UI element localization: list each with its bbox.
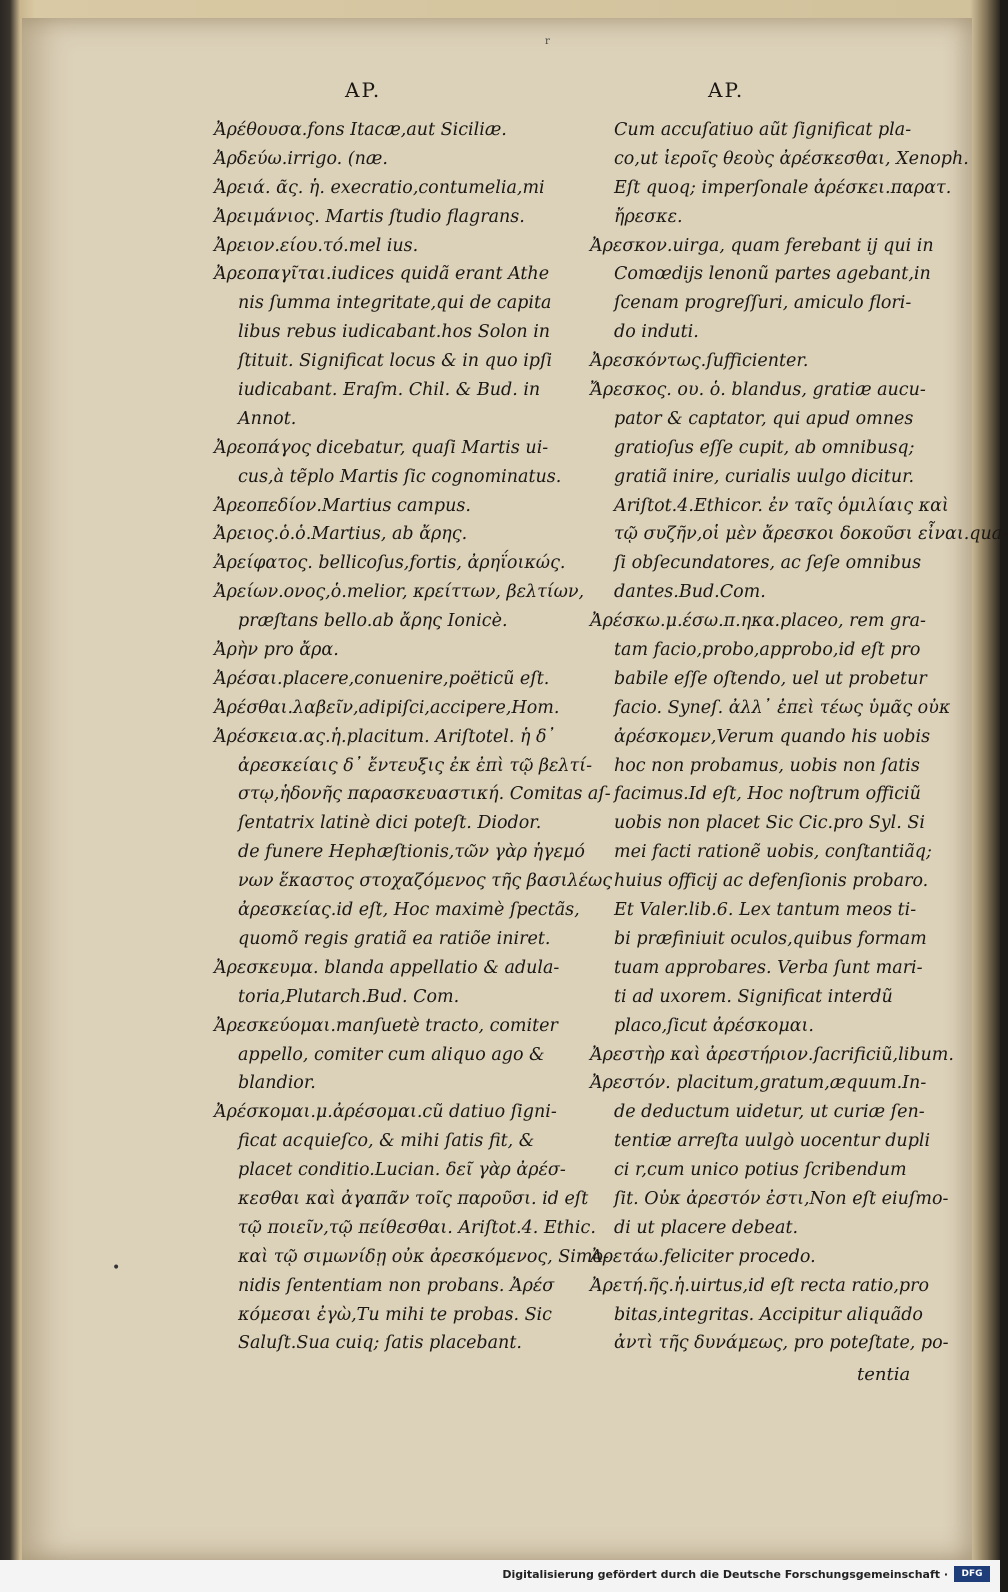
text-line: Ἀρειμάνιος. Martis ſtudio flagrans. [214,206,525,227]
text-line: gratiã inire, curialis uulgo dicitur. [614,466,915,487]
text-line: Ἀρεοπαγῖται.iudices quidã erant Athe [214,264,550,285]
text-line: ſcenam progreſſuri, amiculo flori- [614,293,912,314]
text-line: ſi obſecundatores, ac ſeſe omnibus [614,553,922,574]
text-line: appello, comiter cum aliquo ago & [238,1044,545,1065]
text-line: Ἀρείφατος. bellicoſus,fortis, ἀρηΐοικώς. [214,553,566,574]
text-line: στῳ,ἡδονῆς παρασκευαστική. Comitas aſ- [238,784,611,805]
text-line: cus,à tẽplo Martis ſic cognominatus. [238,466,562,487]
text-line: Ἀρέσκω.μ.έσω.π.ηκα.placeo, rem gra- [590,611,926,632]
text-line: Ἀρετάω.feliciter procedo. [590,1246,816,1267]
text-line: gratioſus eſſe cupit, ab omnibusq; [614,437,915,458]
text-line: καὶ τῷ σιμωνίδῃ οὐκ ἀρεσκόμενος, Simo- [238,1246,609,1267]
digitization-footer [0,1560,1000,1592]
margin-mark: • [112,1260,121,1276]
text-line: facimus.Id eſt, Hoc noſtrum officiũ [614,784,921,805]
text-line: placet conditio.Lucian. δεῖ γὰρ ἀρέσ- [238,1160,566,1181]
text-line: tentiæ arreſta uulgò uocentur dupli [614,1131,931,1152]
text-line: ſit. Οὐκ ἀρεστόν ἐστι,Non eſt eiuſmo- [614,1188,949,1209]
text-line: τῷ συζῆν,οἱ μὲν ἄρεσκοι δοκοῦσι εἶναι.qua- [614,524,1008,545]
text-line: Ἀρεσκον.uirga, quam ferebant ij qui in [590,235,934,256]
text-line: Ἀρεσκεύομαι.manſuetè tracto, comiter [214,1015,558,1036]
text-line: Ἀρειά. ᾶς. ἡ. execratio,contumelia,mi [214,177,545,198]
left-running-head: AP. [345,78,382,102]
text-line: præſtans bello.ab ἄρης Ionicè. [238,611,508,632]
text-line: ἀρεσκείας.id eſt, Hoc maximè ſpectãs, [238,900,580,921]
text-line: hoc non probamus, uobis non ſatis [614,755,920,776]
text-line: Ἀρεστὴρ καὶ ἀρεστήριον.ſacrificiũ,libum. [590,1044,954,1065]
text-line: nis ſumma integritate,qui de capita [238,293,552,314]
text-line: Ἀρετή.ῆς.ἡ.uirtus,id eſt recta ratio,pro [590,1275,929,1296]
text-line: babile eſſe oſtendo, uel ut probetur [614,668,927,689]
text-line: ſtituit. Significat locus & in quo ipſi [238,351,553,372]
text-line: Ἀρεσκευμα. blanda appellatio & adula- [214,957,560,978]
text-line: ἀντὶ τῆς δυνάμεως, pro poteſtate, po- [614,1333,949,1354]
text-line: Eſt quoq; imperſonale ἀρέσκει.παρατ. [614,177,952,198]
left-column [214,116,613,1358]
text-line: co,ut ἱεροῖς θεοὺς ἀρέσκεσθαι, Xenoph. [614,148,969,169]
text-line: τῷ ποιεῖν,τῷ πείθεσθαι. Ariſtot.4. Ethic. [238,1217,596,1238]
text-line: Ἀρεοπεδίον.Martius campus. [214,495,471,516]
text-line: Annot. [238,408,297,429]
text-line: ἀρέσκομεν,Verum quando his uobis [614,726,931,747]
text-line: libus rebus iudicabant.hos Solon in [238,322,551,343]
text-line: quomõ regis gratiã ea ratiõe iniret. [238,928,551,949]
right-column [590,116,1008,1358]
text-line: Cum accuſatiuo aũt ſignificat pla- [614,120,912,140]
text-line: ἤρεσκε. [614,206,683,227]
text-line: do induti. [614,322,699,343]
text-line: Ἀρειος.ὁ.ὁ.Martius, ab ἄρης. [214,524,468,545]
text-line: Saluſt.Sua cuiq; ſatis placebant. [238,1333,522,1354]
text-line: di ut placere debeat. [614,1217,799,1238]
text-line: Ἀρέσκομαι.μ.ἀρέσομαι.cũ datiuo ſigni- [214,1102,557,1123]
text-line: νων ἕκαστος στοχαζόμενος τῆς βασιλέως [238,871,613,892]
footer-text: Digitalisierung gefördert durch die Deutsche Forschungsgemeinschaft · [502,1568,948,1581]
dfg-logo: DFG [954,1566,990,1582]
text-line: Ἀρέσθαι.λαβεῖν,adipiſci,accipere,Hom. [214,697,560,718]
text-line: nidis ſententiam non probans. Ἀρέσ [238,1275,555,1296]
text-line: Et Valer.lib.6. Lex tantum meos ti- [614,900,917,921]
text-line: mei facti rationẽ uobis, conſtantiãq; [614,842,932,863]
text-line: huius officij ac defenſionis probaro. [614,871,929,892]
text-line: ti ad uxorem. Significat interdũ [614,986,893,1007]
text-line: κόμεσαι ἐγὼ,Tu mihi te probas. Sic [238,1304,552,1325]
text-line: de deductum uidetur, ut curiæ ſen- [614,1102,925,1123]
text-line: facio. Syneſ. ἀλλ᾽ ἐπεὶ τέως ὑμᾶς οὐκ [614,697,951,718]
text-line: ci r,cum unico potius ſcribendum [614,1160,907,1181]
text-line: pator & captator, qui apud omnes [614,408,914,429]
text-line: Comœdijs lenonũ partes agebant,in [614,264,931,285]
text-line: iudicabant. Eraſm. Chil. & Bud. in [238,380,541,401]
text-line: ſentatrix latinè dici poteſt. Diodor. [238,813,542,834]
right-running-head: AP. [708,78,745,102]
text-line: ficat acquieſco, & mihi ſatis fit, & [238,1131,535,1152]
text-line: Ἀρὴν pro ἄρα. [214,640,339,661]
text-line: κεσθαι καὶ ἀγαπᾶν τοῖς παροῦσι. id eſt [238,1188,589,1209]
text-line: Ἀρειον.είου.τό.mel ius. [214,235,419,256]
text-line: dantes.Bud.Com. [614,582,766,603]
text-line: bi præfiniuit oculos,quibus formam [614,928,927,949]
text-line: ἀρεσκείαις δ᾽ ἔντευξις ἐκ ἐπὶ τῷ βελτί- [238,755,592,776]
text-line: Ἀρεοπάγος dicebatur, quaſi Martis ui- [214,437,549,458]
text-line: tam facio,probo,approbo,id eſt pro [614,640,921,661]
text-line: blandior. [238,1073,316,1094]
catchword: tentia [857,1364,911,1385]
text-line: Ἀρεστόν. placitum,gratum,æquum.In- [590,1073,927,1094]
text-line: Ἀρέθουσα.fons Itacæ,aut Siciliæ. [214,120,507,140]
text-line: Ἀρέσκεια.ας.ἡ.placitum. Ariſtotel. ἡ δ᾽ [214,726,556,747]
text-line: toria,Plutarch.Bud. Com. [238,986,460,1007]
text-line: Ariſtot.4.Ethicor. ἐν ταῖς ὁμιλίαις καὶ [614,495,949,516]
text-line: uobis non placet Sic Cic.pro Syl. Si [614,813,925,834]
text-line: placo,ſicut ἀρέσκομαι. [614,1015,814,1036]
text-line: Ἀρδεύω.irrigo. (næ. [214,148,388,169]
signature-mark: r [545,36,550,47]
text-line: Ἀρείων.ονος,ὁ.melior, κρείττων, βελτίων, [214,582,585,603]
text-line: Ἄρεσκος. ου. ὁ. blandus, gratiæ aucu- [590,380,926,401]
text-line: Ἀρέσαι.placere,conuenire,poëticũ eſt. [214,668,550,689]
text-line: de funere Hephæſtionis,τῶν γὰρ ἡγεμό [238,842,585,863]
text-line: Ἀρεσκόντως.ſufficienter. [590,351,809,372]
text-line: bitas,integritas. Accipitur aliquãdo [614,1304,923,1325]
text-line: tuam approbares. Verba ſunt mari- [614,957,923,978]
